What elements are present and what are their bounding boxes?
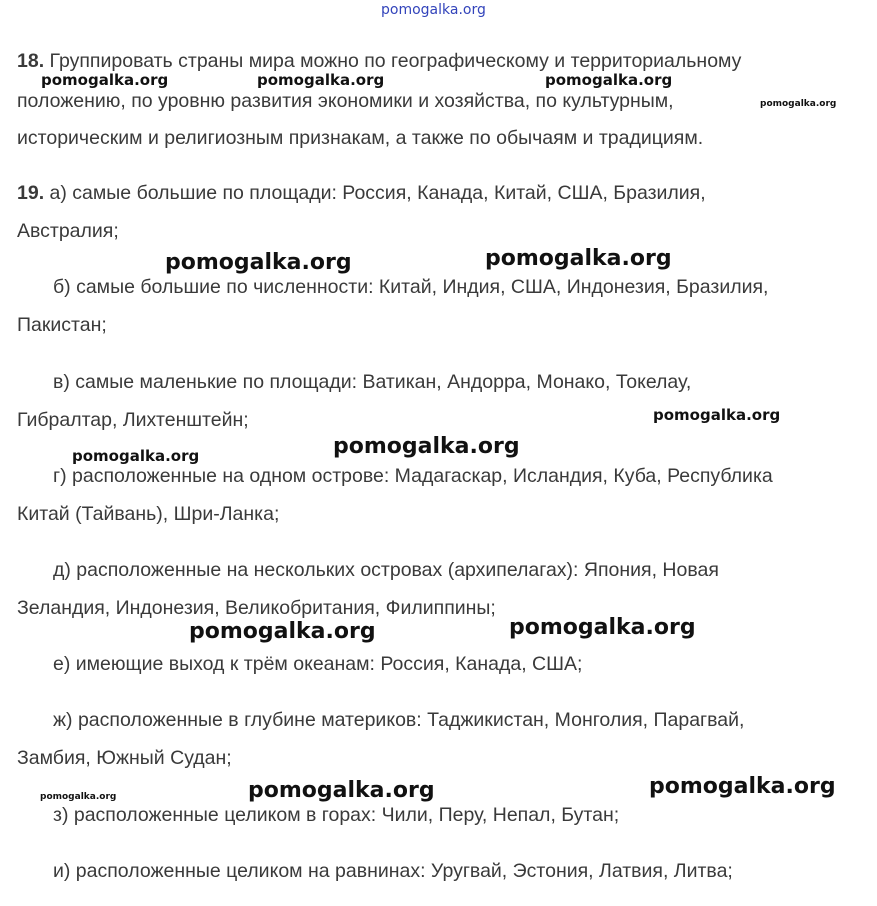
watermark-text: pomogalka.org <box>40 792 117 802</box>
task-18-number: 18. <box>17 50 45 72</box>
watermark-text: pomogalka.org <box>189 619 376 644</box>
watermark-text: pomogalka.org <box>72 447 200 465</box>
task-18-line-3: историческим и религиозным признакам, а также по обычаям и традициям. <box>17 127 704 149</box>
task-19-item-b-line-1: б) самые большие по численности: Китай, Индия, США, Индонезия, Бразилия, <box>53 276 769 298</box>
watermark-text: pomogalka.org <box>41 71 169 89</box>
watermark-text: pomogalka.org <box>545 71 673 89</box>
task-19-item-i-line-1: и) расположенные целиком на равнинах: Уругвай, Эстония, Латвия, Литва; <box>53 860 733 882</box>
task-19-item-v-line-2: Гибралтар, Лихтенштейн; <box>17 409 249 431</box>
task-19-number: 19. <box>17 182 45 204</box>
watermark-text: pomogalka.org <box>257 71 385 89</box>
watermark-text: pomogalka.org <box>653 406 781 424</box>
task-19-item-v-line-1: в) самые маленькие по площади: Ватикан, Андорра, Монако, Токелау, <box>53 371 692 393</box>
watermark-text: pomogalka.org <box>760 99 837 109</box>
watermark-text: pomogalka.org <box>333 434 520 459</box>
task-19-item-d-line-1: д) расположенные на нескольких островах (архипелагах): Япония, Новая <box>53 559 719 581</box>
watermark-text: pomogalka.org <box>485 246 672 271</box>
task-19-item-a-line-1 <box>17 181 706 205</box>
watermark-text: pomogalka.org <box>248 778 435 803</box>
task-19-item-zh-line-2: Замбия, Южный Судан; <box>17 747 232 769</box>
task-19-item-d-line-2: Зеландия, Индонезия, Великобритания, Филиппины; <box>17 597 496 619</box>
task-19-item-b-line-2: Пакистан; <box>17 314 107 336</box>
watermark-text: pomogalka.org <box>165 250 352 275</box>
watermark-text: pomogalka.org <box>381 2 486 18</box>
watermark-text: pomogalka.org <box>509 615 696 640</box>
task-19-item-a-line-2: Австралия; <box>17 220 119 242</box>
task-19-item-z-line-1: з) расположенные целиком в горах: Чили, Перу, Непал, Бутан; <box>53 804 620 826</box>
task-18-line-2: положению, по уровню развития экономики и хозяйства, по культурным, <box>17 90 674 112</box>
task-18-text-1: Группировать страны мира можно по географическому и территориальному <box>49 50 742 72</box>
task-18-line-1 <box>17 49 741 73</box>
task-19-item-e-line-1: е) имеющие выход к трём океанам: Россия, Канада, США; <box>53 653 583 675</box>
task-19-item-g-line-1: г) расположенные на одном острове: Мадагаскар, Исландия, Куба, Республика <box>53 465 773 487</box>
task-19-item-g-line-2: Китай (Тайвань), Шри-Ланка; <box>17 503 280 525</box>
watermark-text: pomogalka.org <box>649 774 836 799</box>
task-19-item-zh-line-1: ж) расположенные в глубине материков: Таджикистан, Монголия, Парагвай, <box>53 709 745 731</box>
task-19-item-a-text: а) самые большие по площади: Россия, Канада, Китай, США, Бразилия, <box>49 182 706 204</box>
